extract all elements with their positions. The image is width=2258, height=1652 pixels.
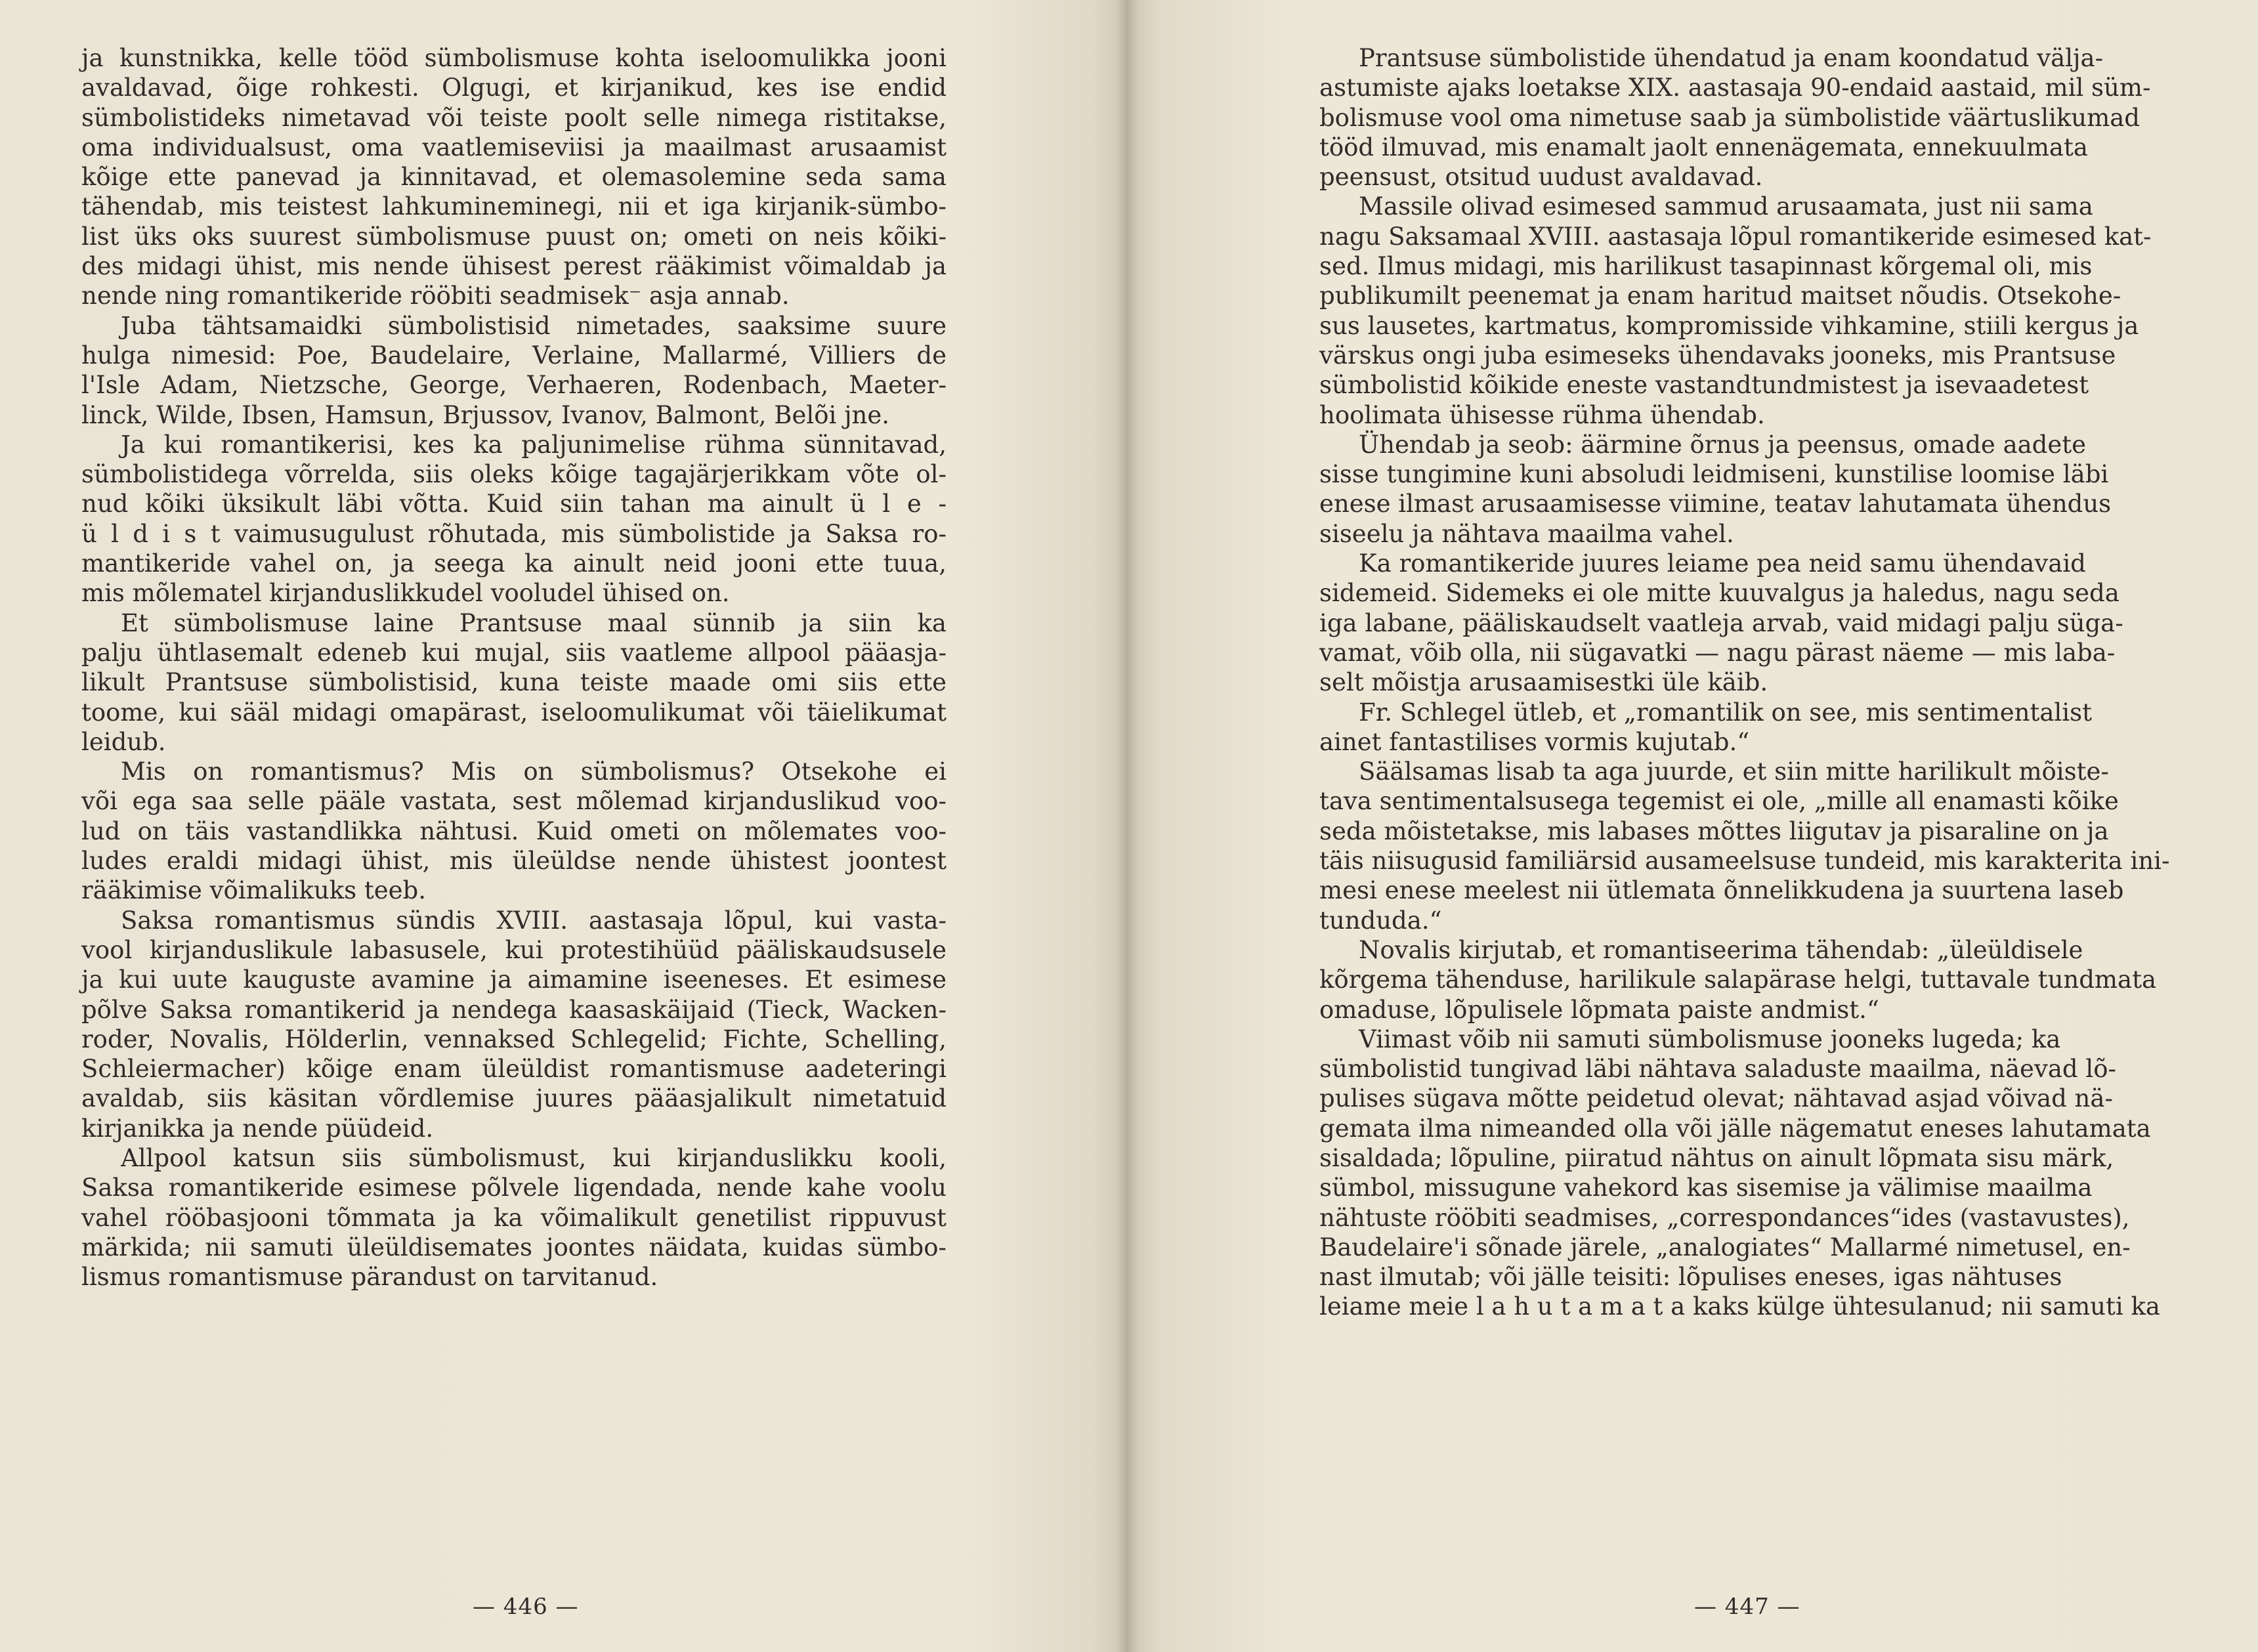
text-line: või ega saa selle pääle vastata, sest mõlemad kirjanduslikud voo- (81, 787, 947, 816)
text-line: sümbol, missugune vahekord kas sisemise ja välimise maailma (1319, 1174, 2093, 1202)
text-line: tähendab, mis teistest lahkumineminegi, nii et iga kirjanik-sümbo- (81, 192, 947, 221)
text-line: peensust, otsitud uudust avaldavad. (1319, 163, 1763, 192)
text-line: mis mõlematel kirjanduslikkudel vooludel ühised on. (81, 579, 730, 608)
text-line: Schleiermacher) kõige enam üleüldist romantismuse aadeteringi (81, 1055, 947, 1084)
text-line: Saksa romantismus sündis XVIII. aastasaja lõpul, kui vasta- (121, 906, 947, 935)
text-line: likult Prantsuse sümbolistisid, kuna teiste maade omi siis ette (81, 668, 947, 697)
text-line: siseelu ja nähtava maailma vahel. (1319, 519, 1734, 548)
text-line: l'Isle Adam, Nietzsche, George, Verhaeren, Rodenbach, Maeter- (81, 371, 947, 400)
text-line: toome, kui sääl midagi omapärast, iseloomulikumat või täielikumat (81, 698, 947, 727)
text-line: nähtuste rööbiti seadmises, „correspondances“ides (vastavustes), (1319, 1203, 2130, 1232)
text-line: vamat, võib olla, nii sügavatki — nagu pärast näeme — mis laba- (1319, 638, 2116, 667)
text-line: Ühendab ja seob: äärmine õrnus ja peensus, omade aadete (1359, 430, 2087, 459)
page-number-left: — 446 — (473, 1594, 579, 1620)
text-line: sümbolistidega võrrelda, siis oleks kõige tagajärjerikkam võte ol- (81, 460, 947, 489)
text-line: list üks oks suurest sümbolismuse puust on; ometi on neis kõiki- (81, 222, 947, 251)
text-line: sidemeid. Sidemeks ei ole mitte kuuvalgus ja haledus, nagu seda (1319, 579, 2120, 608)
text-line: iga labane, pääliskaudselt vaatleja arvab, vaid midagi palju süga- (1319, 608, 2123, 637)
left-text-column (81, 43, 947, 1292)
text-line: nagu Saksamaal XVIII. aastasaja lõpul romantikeride esimesed kat- (1319, 222, 2152, 251)
text-line: hoolimata ühisesse rühma ühendab. (1319, 400, 1765, 429)
text-line: sümbolistid kõikide eneste vastandtundmistest ja isevaadetest (1319, 371, 2089, 400)
text-line: ainet fantastilises vormis kujutab.“ (1319, 727, 1750, 756)
text-line: Novalis kirjutab, et romantiseerima tähendab: „üleüldisele (1359, 935, 2083, 964)
text-line: enese ilmast arusaamisesse viimine, teatav lahutamata ühendus (1319, 490, 2112, 519)
book-gutter (1116, 0, 1138, 1652)
text-line: Mis on romantismus? Mis on sümbolismus? Otsekohe ei (121, 757, 947, 786)
text-line: roder, Novalis, Hölderlin, vennaksed Schlegelid; Fichte, Schelling, (81, 1025, 947, 1053)
text-line: Fr. Schlegel ütleb, et „romantilik on see, mis sentimentalist (1359, 698, 2092, 727)
text-line: ja kunstnikka, kelle tööd sümbolismuse kohta iseloomulikka jooni (81, 44, 947, 72)
text-line: kirjanikka ja nende püüdeid. (81, 1114, 434, 1143)
right-page (1126, 0, 2258, 1652)
text-line: vahel rööbasjooni tõmmata ja ka võimalikult genetilist rippuvust (81, 1203, 947, 1232)
text-line: põlve Saksa romantikerid ja nendega kaasaskäijaid (Tieck, Wacken- (81, 995, 947, 1024)
text-line: leiame meie l a h u t a m a t a kaks külge ühtesulanud; nii samuti ka (1319, 1292, 2160, 1321)
text-line: Baudelaire'i sõnade järele, „analogiates“ Mallarmé nimetusel, en- (1319, 1233, 2131, 1261)
text-line: Ja kui romantikerisi, kes ka paljunimelise rühma sünnitavad, (121, 430, 947, 459)
text-line: märkida; nii samuti üleüldisemates joontes näidata, kuidas sümbo- (81, 1233, 947, 1261)
text-line: Viimast võib nii samuti sümbolismuse jooneks lugeda; ka (1359, 1025, 2061, 1053)
text-line: Ka romantikeride juures leiame pea neid samu ühendavaid (1359, 549, 2086, 578)
text-line: nende ning romantikeride rööbiti seadmisek⁻ asja annab. (81, 282, 790, 310)
text-line: Massile olivad esimesed sammud arusaamata, just nii sama (1359, 192, 2093, 221)
text-line: mesi enese meelest nii ütlemata õnnelikkudena ja suurtena laseb (1319, 876, 2124, 905)
text-line: tunduda.“ (1319, 906, 1442, 935)
text-line: tööd ilmuvad, mis enamalt jaolt ennenägemata, ennekuulmata (1319, 133, 2088, 161)
text-line: lismus romantismuse pärandust on tarvitanud. (81, 1263, 658, 1292)
text-line: nud kõiki üksikult läbi võtta. Kuid siin tahan ma ainult ü l e - (81, 490, 947, 519)
text-line: hulga nimesid: Poe, Baudelaire, Verlaine, Mallarmé, Villiers de (81, 341, 947, 370)
text-line: astumiste ajaks loetakse XIX. aastasaja 90-endaid aastaid, mil süm- (1319, 74, 2151, 102)
text-line: avaldavad, õige rohkesti. Olgugi, et kirjanikud, kes ise endid (81, 74, 947, 102)
text-line: gemata ilma nimeanded olla või jälle nägematut eneses lahutamata (1319, 1114, 2151, 1143)
text-line: sed. Ilmus midagi, mis harilikust tasapinnast kõrgemal oli, mis (1319, 252, 2093, 281)
text-line: Prantsuse sümbolistide ühendatud ja enam koondatud välja- (1359, 44, 2104, 72)
text-line: kõrgema tähenduse, harilikule salapärase helgi, tuttavale tundmata (1319, 965, 2157, 994)
text-line: sisaldada; lõpuline, piiratud nähtus on ainult lõpmata sisu märk, (1319, 1143, 2114, 1172)
text-line: sümbolistideks nimetavad või teiste poolt selle nimega ristitakse, (81, 103, 947, 132)
text-line: oma individualsust, oma vaatlemiseviisi ja maailmast arusaamist (81, 133, 947, 161)
text-line: seda mõistetakse, mis labases mõttes liigutav ja pisaraline on ja (1319, 816, 2109, 845)
left-page (0, 0, 1126, 1652)
text-line: sisse tungimine kuni absoludi leidmiseni, kunstilise loomise läbi (1319, 460, 2109, 489)
text-line: rääkimise võimalikuks teeb. (81, 876, 426, 905)
text-line: nast ilmutab; või jälle teisiti: lõpulises eneses, igas nähtuses (1319, 1263, 2062, 1292)
text-line: linck, Wilde, Ibsen, Hamsun, Brjussov, Ivanov, Balmont, Belõi jne. (81, 400, 890, 429)
text-line: des midagi ühist, mis nende ühisest perest rääkimist võimaldab ja (81, 252, 947, 281)
text-line: lud on täis vastandlikka nähtusi. Kuid ometi on mõlemates voo- (81, 816, 947, 845)
text-line: Säälsamas lisab ta aga juurde, et siin mitte harilikult mõiste- (1359, 757, 2109, 786)
text-line: kõige ette panevad ja kinnitavad, et olemasolemine seda sama (81, 163, 947, 192)
text-line: omaduse, lõpulisele lõpmata paiste andmist.“ (1319, 995, 1879, 1024)
text-line: täis niisugusid familiärsid ausameelsuse tundeid, mis karakterita ini- (1319, 847, 2170, 876)
text-line: värskus ongi juba esimeseks ühendavaks jooneks, mis Prantsuse (1319, 341, 2116, 370)
text-line: sümbolistid tungivad läbi nähtava saladuste maailma, näevad lõ- (1319, 1055, 2116, 1084)
text-line: sus lausetes, kartmatus, kompromisside vihkamine, stiili kergus ja (1319, 311, 2139, 340)
text-line: palju ühtlasemalt edeneb kui mujal, siis vaatleme allpool pääasja- (81, 638, 947, 667)
text-line: vool kirjanduslikule labasusele, kui protestihüüd pääliskaudsusele (81, 935, 947, 964)
page-number-right: — 447 — (1694, 1594, 1800, 1620)
text-line: publikumilt peenemat ja enam haritud maitset nõudis. Otsekohe- (1319, 282, 2121, 310)
text-line: pulises sügava mõtte peidetud olevat; nähtavad asjad võivad nä- (1319, 1084, 2113, 1113)
text-line: selt mõistja arusaamisestki üle käib. (1319, 668, 1768, 697)
text-line: Saksa romantikeride esimese põlvele ligendada, nende kahe voolu (81, 1174, 947, 1202)
text-line: leidub. (81, 727, 166, 756)
text-line: avaldab, siis käsitan võrdlemise juures pääasjalikult nimetatuid (81, 1084, 947, 1113)
text-line: tava sentimentalsusega tegemist ei ole, „mille all enamasti kõike (1319, 787, 2119, 816)
text-line: bolismuse vool oma nimetuse saab ja sümbolistide väärtuslikumad (1319, 103, 2140, 132)
text-line: Juba tähtsamaidki sümbolistisid nimetades, saaksime suure (121, 311, 947, 340)
text-line: Et sümbolismuse laine Prantsuse maal sünnib ja siin ka (121, 608, 947, 637)
text-line: Allpool katsun siis sümbolismust, kui kirjanduslikku kooli, (121, 1143, 947, 1172)
text-line: ludes eraldi midagi ühist, mis üleüldse nende ühistest joontest (81, 847, 947, 876)
text-line: ü l d i s t vaimusugulust rõhutada, mis sümbolistide ja Saksa ro- (81, 519, 947, 548)
right-text-column (1319, 43, 2170, 1322)
text-line: ja kui uute kauguste avamine ja aimamine iseeneses. Et esimese (81, 965, 947, 994)
text-line: mantikeride vahel on, ja seega ka ainult neid jooni ette tuua, (81, 549, 947, 578)
